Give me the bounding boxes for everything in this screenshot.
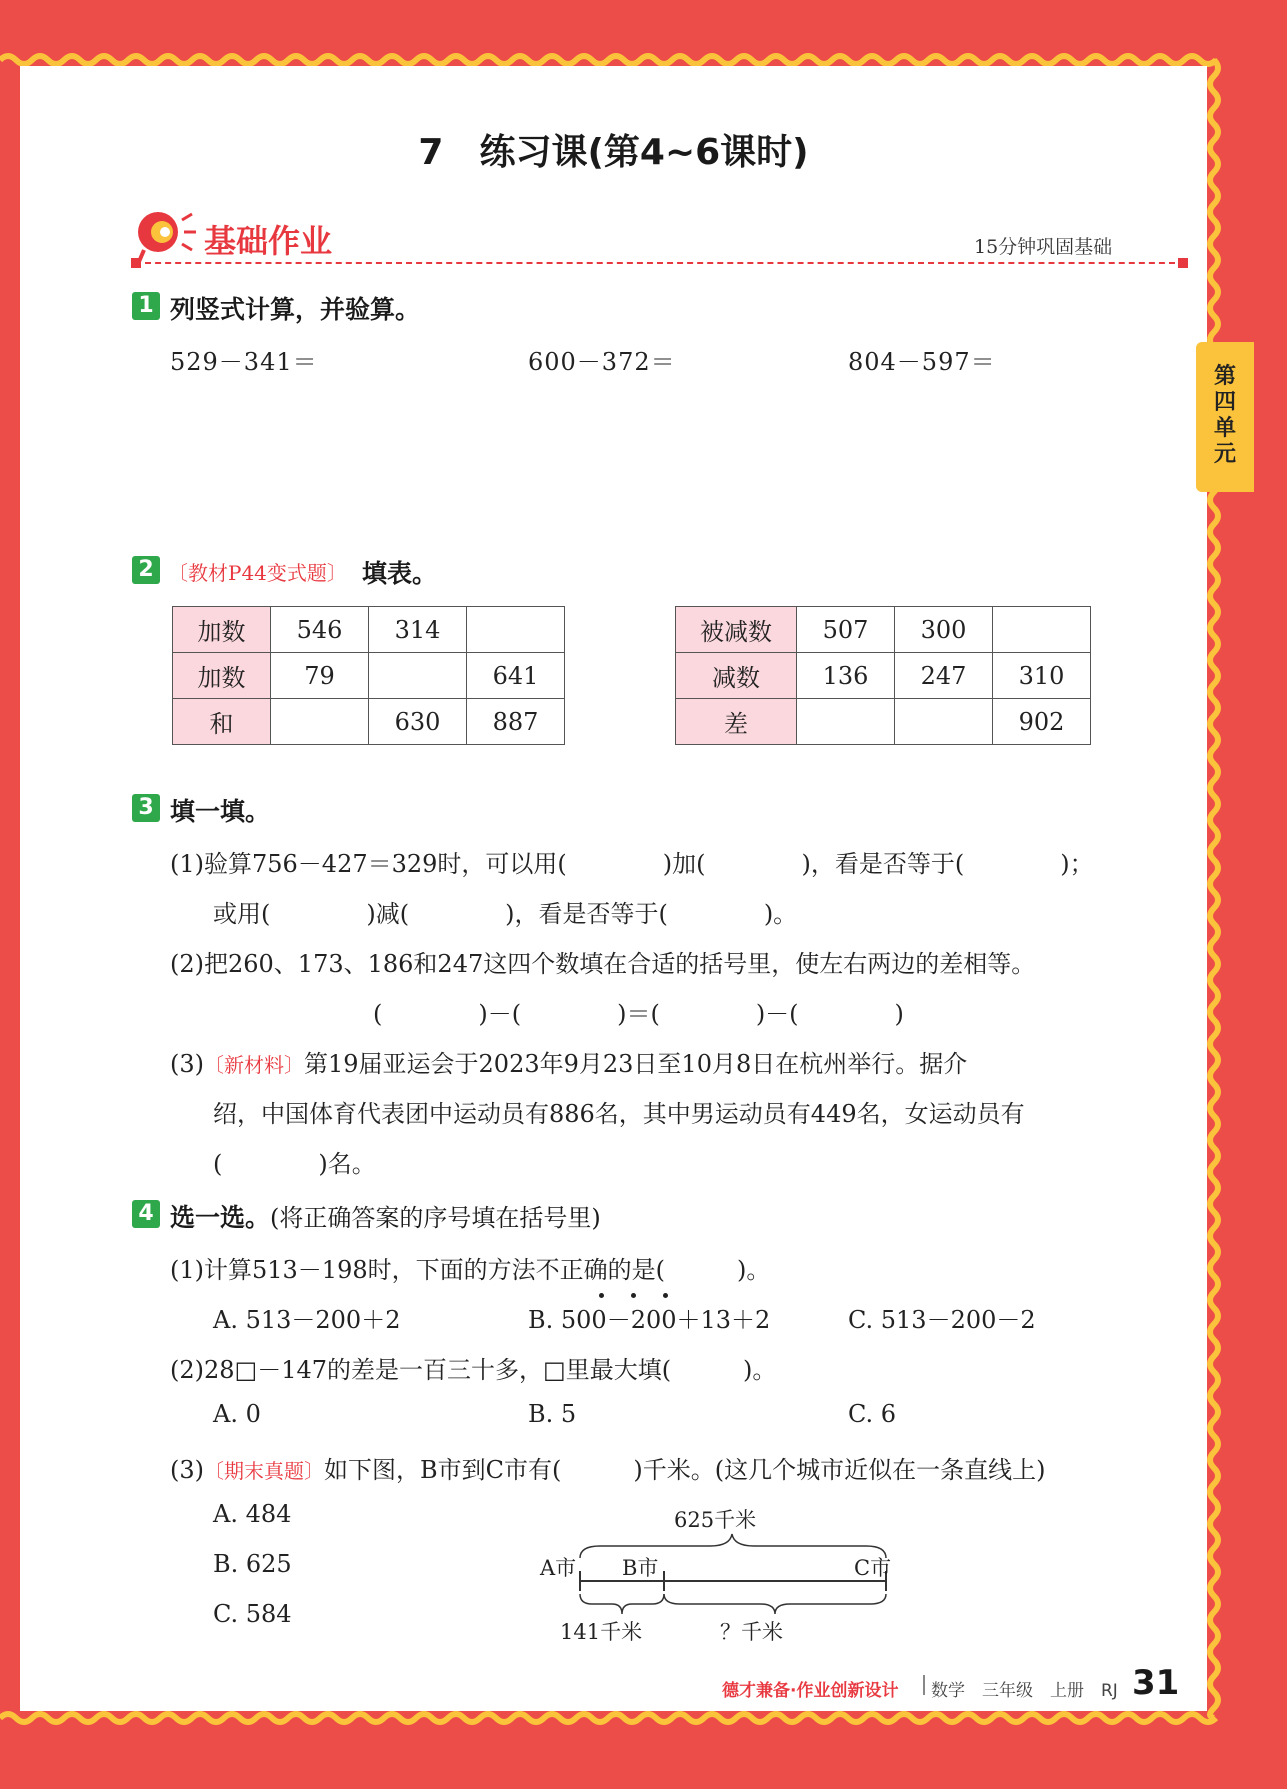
table-cell: 247 — [895, 653, 993, 699]
table-cell: 314 — [369, 607, 467, 653]
table-cell[interactable] — [271, 699, 369, 745]
diagram-bc-label: ？千米 — [720, 1620, 783, 1644]
table-cell: 310 — [993, 653, 1091, 699]
table-cell: 减数 — [676, 653, 797, 699]
q3-part1-line2: 或用( )减( )，看是否等于( )。 — [213, 900, 798, 928]
q3-part3-prefix: (3) — [170, 1050, 204, 1078]
q4-part3-text: 如下图，B市到C市有( )千米。(这几个城市近似在一条直线上) — [324, 1456, 1046, 1484]
emphasis-dot — [663, 1293, 668, 1298]
q4-part1: (1)计算513－198时，下面的方法不正确的是( )。 — [170, 1256, 771, 1284]
table-cell: 887 — [467, 699, 565, 745]
q3-number: 3 — [132, 794, 160, 822]
section-subtitle: 15分钟巩固基础 — [974, 236, 1113, 258]
table-cell: 加数 — [173, 607, 271, 653]
divider-end-left — [131, 258, 141, 268]
q4-part1-option-c[interactable]: C. 513－200－2 — [848, 1306, 1036, 1334]
footer-brand: 德才兼备·作业创新设计 — [722, 1681, 899, 1701]
q4-title — [170, 1198, 601, 1234]
q1-expr-2: 600－372＝ — [528, 348, 676, 376]
q4-part3-option-c[interactable]: C. 584 — [213, 1600, 292, 1628]
section-title: 基础作业 — [204, 222, 333, 260]
table-cell: 546 — [271, 607, 369, 653]
q4-part3-tag: 〔期末真题〕 — [204, 1459, 324, 1483]
diagram-city-a: A市 — [540, 1556, 577, 1580]
table-cell: 507 — [797, 607, 895, 653]
diagram-total-label: 625千米 — [674, 1508, 757, 1532]
q4-part2-option-c[interactable]: C. 6 — [848, 1400, 897, 1428]
q1-expr-3: 804－597＝ — [848, 348, 996, 376]
table-cell: 和 — [173, 699, 271, 745]
q2-number: 2 — [132, 556, 160, 584]
section-divider — [135, 262, 1185, 264]
q4-part2: (2)28□－147的差是一百三十多，□里最大填( )。 — [170, 1356, 777, 1384]
worksheet-page — [20, 66, 1207, 1711]
q4-part3-option-a[interactable]: A. 484 — [213, 1500, 292, 1528]
side-tab-char: 第 — [1213, 364, 1236, 389]
table-cell[interactable] — [797, 699, 895, 745]
diagram-city-b: B市 — [622, 1556, 659, 1580]
q3-part3-line3: ( )名。 — [213, 1150, 376, 1178]
q4-part2-option-b[interactable]: B. 5 — [528, 1400, 577, 1428]
footer-subject: 数学 三年级 上册 RJ — [931, 1681, 1118, 1701]
table-cell[interactable] — [369, 653, 467, 699]
q4-part1-option-a[interactable]: A. 513－200＋2 — [213, 1306, 401, 1334]
q4-part3-option-b[interactable]: B. 625 — [213, 1550, 292, 1578]
emphasis-dot — [631, 1293, 636, 1298]
table-cell: 902 — [993, 699, 1091, 745]
ab-brace — [580, 1594, 664, 1614]
q4-title-note: (将正确答案的序号填在括号里) — [270, 1204, 601, 1232]
side-tab-char: 单 — [1213, 416, 1236, 441]
table-cell: 641 — [467, 653, 565, 699]
emphasis-dot — [599, 1293, 604, 1298]
q1-number: 1 — [132, 292, 160, 320]
q2-title: 填表。 — [362, 559, 438, 588]
q3-part3-text: 第19届亚运会于2023年9月23日至10月8日在杭州举行。据介 — [304, 1050, 968, 1078]
q4-number: 4 — [132, 1200, 160, 1228]
q3-part2-line1: (2)把260、173、186和247这四个数填在合适的括号里，使左右两边的差相等。 — [170, 950, 1036, 978]
table-cell: 加数 — [173, 653, 271, 699]
diagram-city-c: C市 — [854, 1556, 892, 1580]
q1-expr-1: 529－341＝ — [170, 348, 318, 376]
side-tab-char: 四 — [1213, 390, 1236, 415]
q3-part1-line1: (1)验算756－427＝329时，可以用( )加( )，看是否等于( )； — [170, 850, 1094, 878]
table-cell: 300 — [895, 607, 993, 653]
divider-end-right — [1178, 258, 1188, 268]
q3-part3-tag: 〔新材料〕 — [204, 1053, 304, 1077]
subtraction-table — [675, 606, 1091, 745]
q4-part2-option-a[interactable]: A. 0 — [213, 1400, 261, 1428]
table-cell: 差 — [676, 699, 797, 745]
megaphone-icon — [130, 206, 200, 266]
page-number: 31 — [1132, 1663, 1180, 1703]
diagram-ab-label: 141千米 — [560, 1620, 643, 1644]
unit-side-tab — [1196, 342, 1254, 492]
table-cell: 79 — [271, 653, 369, 699]
table-cell[interactable] — [467, 607, 565, 653]
table-cell: 630 — [369, 699, 467, 745]
table-cell[interactable] — [895, 699, 993, 745]
table-cell: 136 — [797, 653, 895, 699]
q3-title: 填一填。 — [170, 797, 271, 826]
footer-divider — [923, 1675, 925, 1695]
addition-table — [172, 606, 565, 745]
q4-title-text: 选一选。 — [170, 1203, 271, 1232]
side-tab-char: 元 — [1213, 442, 1236, 467]
q4-part3-prefix: (3) — [170, 1456, 204, 1484]
q4-part1-option-b[interactable]: B. 500－200＋13＋2 — [528, 1306, 771, 1334]
table-cell: 被减数 — [676, 607, 797, 653]
q2-tag: 〔教材P44变式题〕 — [168, 561, 347, 585]
page-title: 7 练习课(第4~6课时) — [418, 132, 809, 173]
table-cell[interactable] — [993, 607, 1091, 653]
q3-part3-line2: 绍，中国体育代表团中运动员有886名，其中男运动员有449名，女运动员有 — [213, 1100, 1025, 1128]
q1-title: 列竖式计算，并验算。 — [170, 295, 421, 324]
q3-part2-line2: ( )－( )＝( )－( ) — [373, 1000, 904, 1028]
bc-brace — [664, 1594, 886, 1614]
q3-part3-line1 — [170, 1044, 967, 1079]
q4-part3 — [170, 1450, 1045, 1485]
